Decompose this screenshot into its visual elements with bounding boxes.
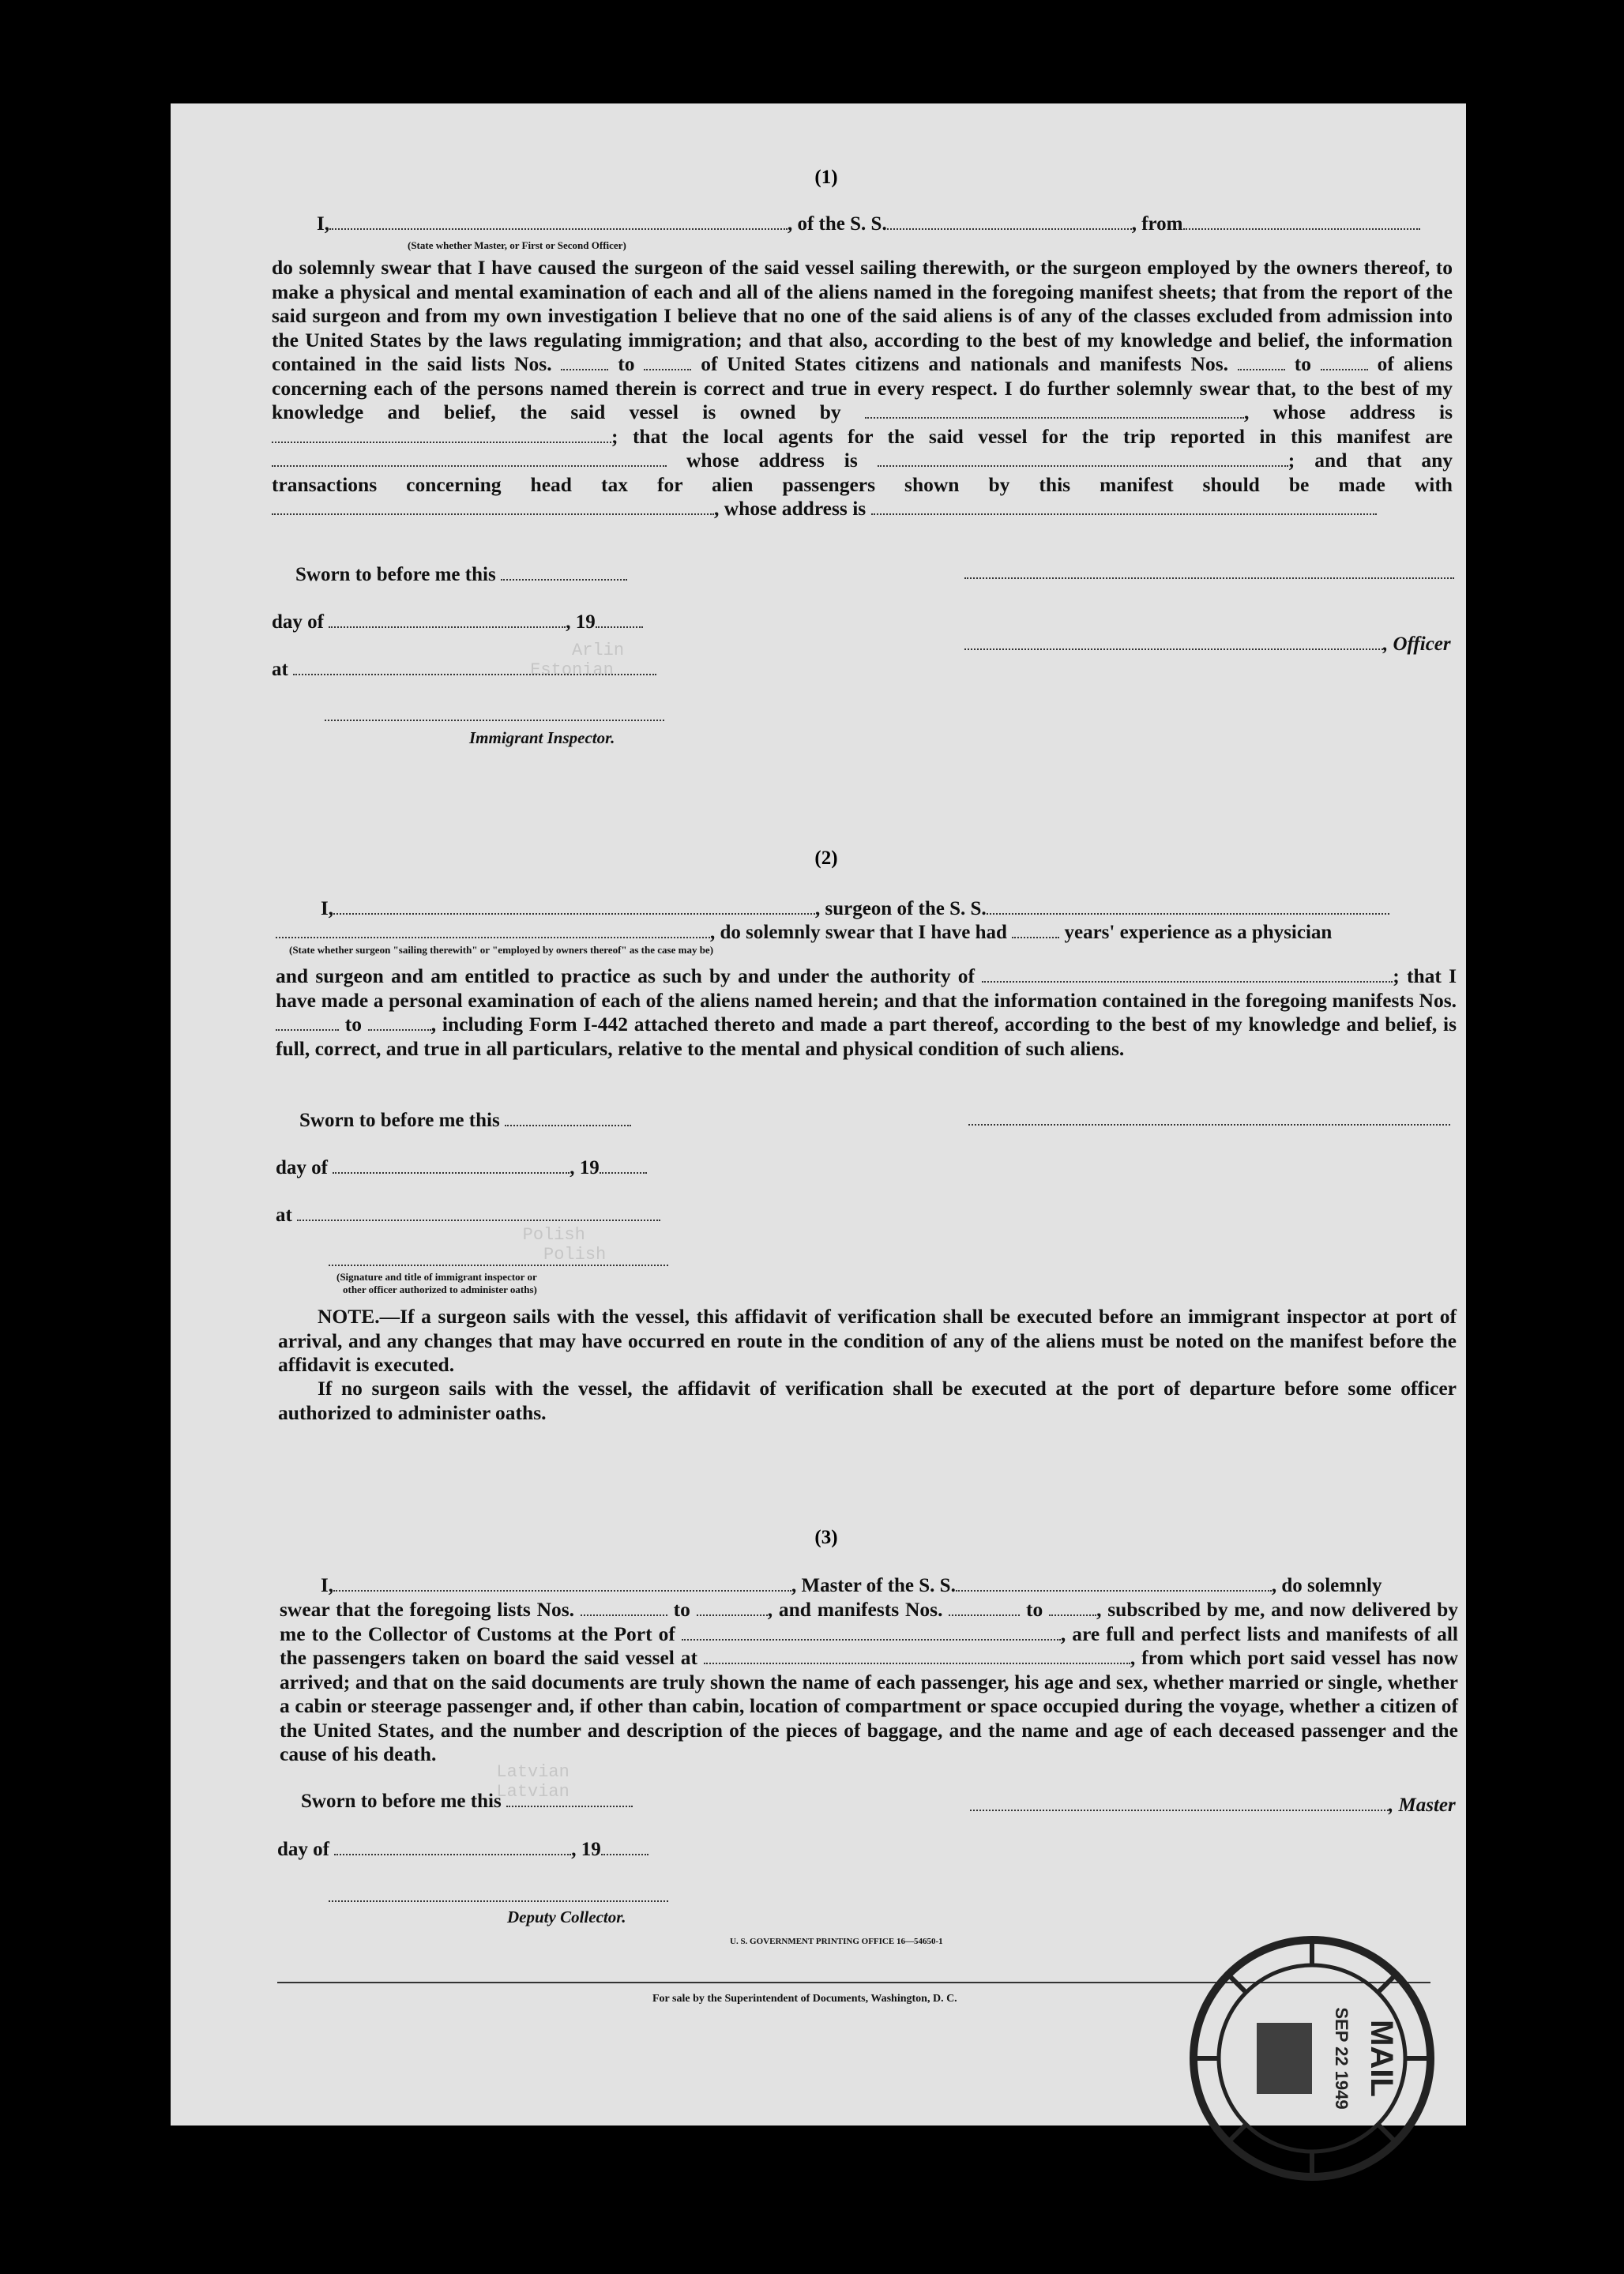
section-3-body: swear that the foregoing lists Nos. to , and manifests Nos. to , subscribed by me, and now delivered by me to the Collector of Customs at the Port of , are full and perfect lists and manifests of all the passengers taken on board the said vessel at , from which port said vessel has now arrived; and that on the said documents are truly shown the name of each passenger, his age and sex, whether married or single, whether a cabin or steerage passenger and, if other than cabin, location of compartment or space occupied during the voyage, whether a citizen of the United States, and the number and description of the pieces of baggage, and the name and age of each deceased passenger and the cause of his death. [280,1598,1459,1765]
stamp-date: SEP 22 1949 [1332,2007,1351,2110]
postmark-stamp [1182,1928,1442,2189]
section-1-sworn: Sworn to before me this [295,563,627,586]
form-page [171,103,1466,2126]
section-3-line-1: I, , Master of the S. S. , do solemnly [321,1575,1382,1596]
section-2-signature-line [968,1124,1450,1126]
section-1-officer-signature-line [964,577,1454,579]
punch-hole [1502,2148,1540,2186]
section-3-master: , Master [970,1794,1456,1817]
section-1-number: (1) [814,167,838,188]
punch-hole [1499,1513,1537,1550]
punch-hole [1485,284,1523,322]
section-2-inspector-line [329,1265,668,1266]
bleed-through-text: Arlin Estonian [530,641,625,680]
section-3-collector-label: Deputy Collector. [507,1908,626,1926]
section-1-body: do solemnly swear that I have caused the surgeon of the said vessel sailing therewith, or the surgeon employed by the owners thereof, to make a physical and mental examination of each and all of the aliens named in the foregoing manifest sheets; that from the report of the said surgeon and from my own investigation I believe that no one of the said aliens is of any of the classes excluded from admission into the United States by the laws regulating immigration; and that also, according to the best of my knowledge and belief, the information contained in the said lists Nos. to of United States citizens and nationals and manifests Nos. to of aliens concerning each of the persons named therein is correct and true in every respect. I do further solemnly swear that, to the best of my knowledge and belief, the said vessel is owned by , whose address is ; that the local agents for the said vessel for the trip reported in this manifest are whose address is ; and that any transactions concerning head tax for alien passengers shown by this manifest should be made with , whose address is [272,256,1453,520]
section-1-note: (State whether Master, or First or Second Officer) [408,239,626,251]
section-2-sworn: Sworn to before me this [299,1109,631,1132]
section-2-at: at [276,1204,660,1227]
section-1-officer: , Officer [964,633,1451,656]
section-2-note-paragraph: NOTE.—If a surgeon sails with the vessel, this affidavit of verification shall be executed before an immigrant inspector at port of arrival, and any changes that may have occurred en route in the condition of any of the aliens must be noted on the manifest before the affidavit is executed. [278,1305,1457,1376]
section-1-inspector-label: Immigrant Inspector. [469,728,615,747]
section-2-sig-note-2: other officer authorized to administer oaths) [343,1284,537,1295]
gpo-imprint: U. S. GOVERNMENT PRINTING OFFICE 16—54650-1 [730,1937,943,1946]
section-2-body: and surgeon and am entitled to practice as such by and under the authority of ; that I have made a personal examination of each of the aliens named herein; and that the information contained in the foregoing manifests Nos. to , including Form I-442 attached thereto and made a part thereof, according to the best of my knowledge and belief, is full, correct, and true in all particulars, relative to the mental and physical condition of such aliens. [276,964,1457,1060]
punch-hole [1485,158,1523,196]
section-3-day-of: day of , 19 [277,1838,648,1861]
punch-hole [1493,798,1531,836]
section-1-day-of: day of , 19 [272,611,643,633]
section-2-note-paragraph-2: If no surgeon sails with the vessel, the affidavit of verification shall be executed at the port of departure before some officer authorized to administer oaths. [278,1377,1457,1424]
bleed-through-text: Polish Polish [522,1225,607,1265]
punch-hole [1485,2022,1523,2060]
punch-hole [1496,1643,1534,1681]
section-2-day-of: day of , 19 [276,1156,647,1179]
footer-text: For sale by the Superintendent of Documents, Washington, D. C. [652,1993,957,2005]
section-2-line-2: , do solemnly swear that I have had years' experience as a physician [276,921,1332,944]
section-1-at: at [272,658,656,681]
section-2-sig-note-1: (Signature and title of immigrant inspector or [336,1271,537,1283]
punch-hole [1501,1716,1539,1753]
section-3-number: (3) [814,1527,838,1548]
punch-hole [1507,573,1545,611]
section-3-sworn: Sworn to before me this [301,1790,633,1813]
section-1-line-1: I, , of the S. S. , from [317,212,1420,235]
bleed-through-text: Latvian Latvian [496,1762,570,1802]
section-1-inspector-line [325,720,664,721]
section-2-line-1: I, , surgeon of the S. S. [321,897,1389,920]
punch-hole [1488,663,1526,701]
stamp-text: MAIL [1364,2020,1399,2097]
section-2-number: (2) [814,848,838,869]
section-2-note: (State whether surgeon "sailing therewith" or "employed by owners thereof" as the case may be) [289,944,714,956]
section-3-collector-line [329,1900,668,1902]
